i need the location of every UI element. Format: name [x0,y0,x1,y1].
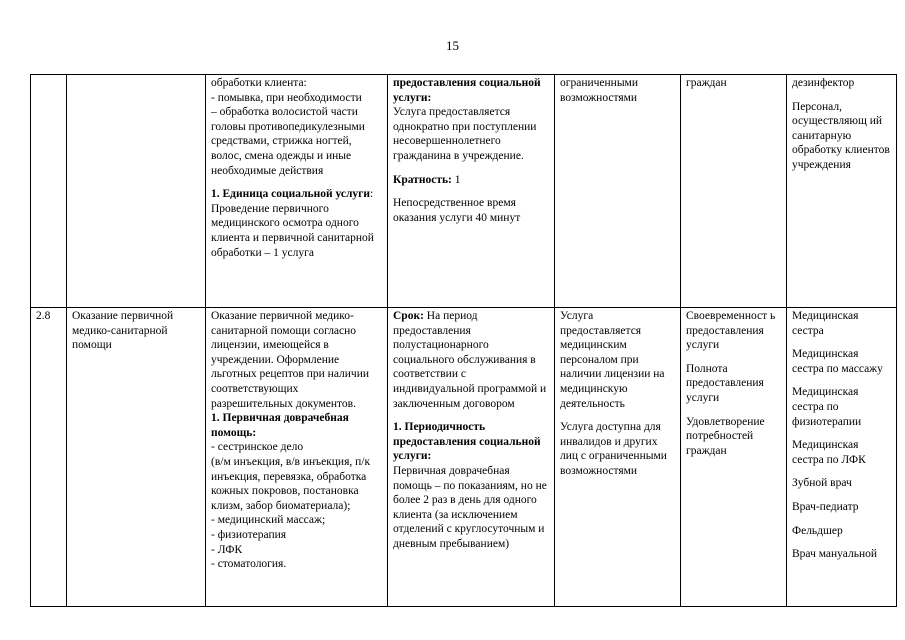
content-unit-label: 1. Первичная доврачебная помощь: [211,412,349,439]
multiplicity-label: Кратность: [393,173,452,186]
quality-item: Полнота предоставления услуги [686,362,764,404]
content-unit-text: - сестринское дело (в/м инъекция, в/в инъекция, п/к инъекция, перевязка, обработка кожных покровов, постановка клизм, забор биоматериала); - медицинский массаж; - физиотерапия - ЛФК - стоматология. [211,441,371,571]
condition-item: Услуга доступна для инвалидов и других лиц с ограниченными возможностями [560,421,667,477]
quality-item: Удовлетворение потребностей граждан [686,415,765,457]
terms-label: предоставления социальной услуги: [393,77,541,104]
terms-period [393,309,549,411]
staff-item: Медицинская сестра по физиотерапии [792,386,862,428]
cell-staff [787,308,897,607]
quality-item: Своевременност ь предоставления услуги [686,310,776,352]
staff-item: Медицинская сестра [792,310,859,337]
content-unit [211,187,382,260]
content-text: Оказание первичной медико-санитарной помощи согласно лицензии, имеющейся в учреждении. Оформление льготных рецептов при наличии соответствующих разрешительных документов. [211,310,370,410]
terms-label: Срок: [393,310,424,322]
content-text: обработки клиента: - помывка, при необходимости – обработка волосистой части головы противопедикулезными средствами, стрижка ногтей, волос, смена одежды и иные необходимые действия [211,77,365,177]
terms-periodicity [393,420,549,551]
cell-conditions: ограниченными возможностями [555,75,681,308]
page-number: 15 [446,38,459,53]
multiplicity-value: 1 [451,173,461,186]
content-unit-label: 1. Единица социальной услуги [211,188,371,201]
condition-item: Услуга предоставляется медицинским персоналом при наличии лицензии на медицинскую деятельность [560,310,665,410]
table-row [31,308,897,607]
staff-item: Медицинская сестра по ЛФК [792,439,866,466]
table-row [31,75,897,308]
staff-item: дезинфектор [792,77,855,89]
cell-terms [388,308,555,607]
cell-terms [388,75,555,308]
content-unit-text: : Проведение первичного медицинского осмотра одного клиента и первичной санитарной обработки – 1 услуга [211,188,374,259]
staff-item: Фельдшер [792,524,843,537]
staff-item: Врач мануальной [792,548,878,561]
cell-number: 2.8 [31,308,67,607]
content-unit [211,411,382,572]
cell-content [206,75,388,308]
cell-number [31,75,67,308]
staff-item: Врач-педиатр [792,500,859,513]
duration-text: Непосредственное время оказания услуги 40 минут [393,197,521,224]
cell-quality [681,308,787,607]
cell-conditions [555,308,681,607]
cell-content [206,308,388,607]
cell-staff [787,75,897,308]
cell-service-name: Оказание первичной медико-санитарной помощи [67,308,206,607]
staff-item: Персонал, осуществляющ ий санитарную обработку клиентов учреждения [792,100,890,171]
staff-item: Зубной врач [792,477,852,490]
terms-text: Услуга предоставляется однократно при поступлении несовершеннолетнего гражданина в учреждение. [393,106,537,162]
staff-item: Медицинская сестра по массажу [792,348,883,375]
periodicity-label: 1. Периодичность предоставления социальной услуги: [393,421,541,463]
services-table [30,74,897,607]
cell-quality: граждан [681,75,787,308]
cell-service-name [67,75,206,308]
terms-text: На период предоставления полустационарного социального обслуживания в соответствии с индивидуальной программой и заключенным договором [393,310,547,410]
periodicity-text: Первичная доврачебная помощь – по показаниям, но не более 2 раз в день для одного клиента (за исключением отделений с круглосуточным и дневным пребыванием) [393,464,547,550]
